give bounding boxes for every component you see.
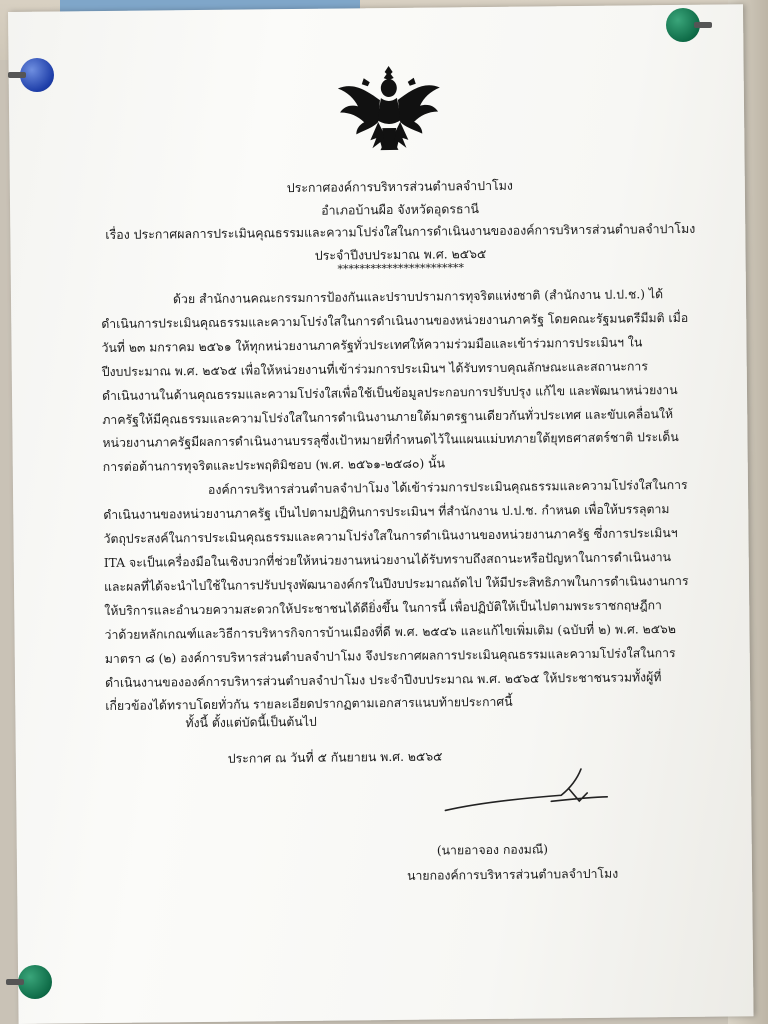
signer-title: นายกองค์การบริหารส่วนตำบลจำปาโมง (406, 866, 619, 883)
signature-icon (441, 761, 612, 823)
body-line: ดำเนินงานของหน่วยงานภาครัฐ เป็นไปตามปฏิทินการประเมินฯ ที่สำนักงาน ป.ป.ช. กำหนด เพื่อให้บรรลุตาม (103, 502, 670, 523)
header-fiscal-year-line: ประจำปีงบประมาณ พ.ศ. ๒๕๖๕ (314, 245, 487, 263)
signer-name: (นายอาจอง กองมณี) (436, 842, 549, 858)
header-subject-line: เรื่อง ประกาศผลการประเมินคุณธรรมและความโปร่งใสในการดำเนินงานขององค์การบริหารส่วนตำบลจำปาโมง (105, 220, 696, 242)
body-line: และผลที่ได้จะนำไปใช้ในการปรับปรุงพัฒนาองค์กรในปีงบประมาณถัดไป ให้มีประสิทธิภาพในการดำเนินงานการ (103, 573, 689, 594)
announcement-date: ประกาศ ณ วันที่ ๕ กันยายน พ.ศ. ๒๕๖๕ (227, 749, 443, 766)
body-line: วัตถุประสงค์ในการประเมินคุณธรรมและความโปร่งใสในการดำเนินงานของหน่วยงานภาครัฐ ซึ่งการประเมินฯ (103, 526, 678, 547)
body-line: ปีงบประมาณ พ.ศ. ๒๕๖๕ เพื่อให้หน่วยงานที่เข้าร่วมการประเมินฯ ได้รับทราบคุณลักษณะและสถานะการ (101, 359, 648, 379)
body-line: ว่าด้วยหลักเกณฑ์และวิธีการบริหารกิจการบ้านเมืองที่ดี พ.ศ. ๒๕๔๖ และแก้ไขเพิ่มเติม (ฉบับที่ ๒) พ.ศ. ๒๕๖๒ (104, 621, 677, 642)
body-line: เกี่ยวข้องได้ทราบโดยทั่วกัน รายละเอียดปรากฏตามเอกสารแนบท้ายประกาศนี้ (105, 695, 513, 714)
body-line: ภาครัฐให้มีคุณธรรมและความโปร่งใสในการดำเนินงานภายใต้มาตรฐานเดียวกันทั่วประเทศ และขับเคลื่อนให้ (102, 406, 674, 427)
closing-statement: ทั้งนี้ ตั้งแต่บัดนี้เป็นต้นไป (185, 714, 317, 731)
announcement-paper (8, 4, 754, 1024)
header-org-line: ประกาศองค์การบริหารส่วนตำบลจำปาโมง (286, 177, 513, 196)
header-location-line: อำเภอบ้านผือ จังหวัดอุดรธานี (321, 200, 480, 218)
separator-stars: *********************** (337, 261, 465, 276)
garuda-emblem-icon (334, 57, 445, 163)
push-pin-blue-icon (20, 58, 54, 92)
body-line: ดำเนินงานขององค์การบริหารส่วนตำบลจำปาโมง ประจำปีงบประมาณ พ.ศ. ๒๕๖๕ ให้ประชาชนรวมทั้งผู้ที่ (104, 669, 662, 690)
push-pin-green-icon (666, 8, 700, 42)
body-line: การต่อต้านการทุจริตและประพฤติมิชอบ (พ.ศ. ๒๕๖๑-๒๕๘๐) นั้น (102, 456, 446, 475)
body-line: มาตรา ๘ (๒) องค์การบริหารส่วนตำบลจำปาโมง จึงประกาศผลการประเมินคุณธรรมและความโปร่งใสในการ (104, 645, 676, 666)
body-line: ดำเนินการประเมินคุณธรรมและความโปร่งใสในการดำเนินงานของหน่วยงานภาครัฐ โดยคณะรัฐมนตรีมีมติ เมื่อ (101, 310, 689, 331)
body-line: หน่วยงานภาครัฐมีผลการดำเนินงานบรรลุซึ่งเป้าหมายที่กำหนดไว้ในแผนแม่บทภายใต้ยุทธศาสตร์ชาติ ประเด็น (102, 430, 679, 451)
body-line: องค์การบริหารส่วนตำบลจำปาโมง ได้เข้าร่วมการประเมินคุณธรรมและความโปร่งใสในการ (207, 478, 688, 498)
body-line: ดำเนินงานในด้านคุณธรรมและความโปร่งใสเพื่อใช้เป็นข้อมูลประกอบการปรับปรุง แก้ไข และพัฒนาหน่วยงาน (101, 382, 678, 403)
push-pin-green-icon (18, 965, 52, 999)
document-content (99, 55, 699, 883)
body-line: ให้บริการและอำนวยความสะดวกให้ประชาชนได้ดียิ่งขึ้น ในการนี้ เพื่อปฏิบัติให้เป็นไปตามพระราชกฤษฎีกา (104, 597, 662, 618)
body-line: วันที่ ๒๓ มกราคม ๒๕๖๑ ให้ทุกหน่วยงานภาครัฐทั่วประเทศให้ความร่วมมือและเข้าร่วมการประเมินฯ ใน (101, 335, 643, 355)
document-header (100, 173, 701, 269)
body-line: ด้วย สำนักงานคณะกรรมการป้องกันและปราบปรามการทุจริตแห่งชาติ (สำนักงาน ป.ป.ช.) ได้ (172, 287, 664, 307)
body-line: ITA จะเป็นเครื่องมือในเชิงบวกที่ช่วยให้หน่วยงานหน่วยงานได้รับทราบถึงสถานะหรือปัญหาในการดำเนินงาน (103, 550, 672, 570)
document-body (101, 283, 705, 720)
